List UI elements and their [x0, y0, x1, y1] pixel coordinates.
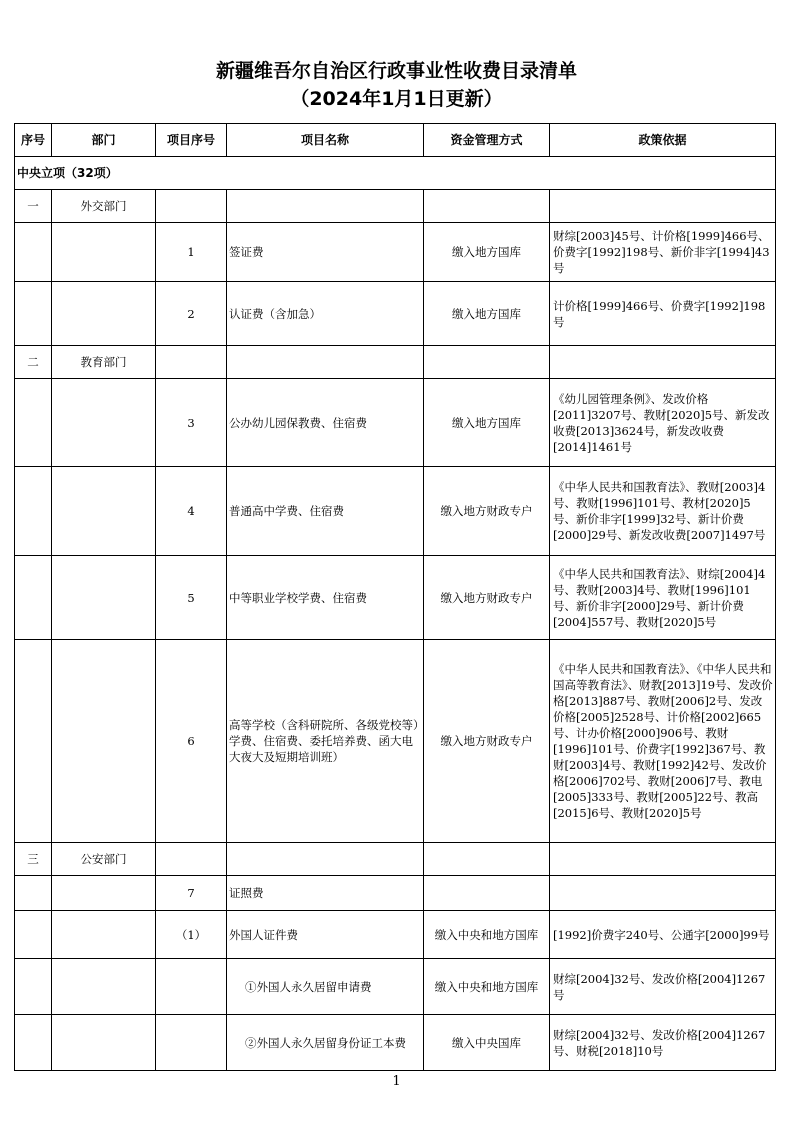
document-title: 新疆维吾尔自治区行政事业性收费目录清单 — [215, 60, 577, 82]
row-item-seq: （1） — [156, 911, 227, 959]
header-row — [15, 124, 776, 157]
row-item-seq: 1 — [156, 223, 227, 282]
row-item-name: 公办幼儿园保教费、住宿费 — [227, 379, 424, 467]
row-policy: 财综[2003]45号、计价格[1999]466号、价费字[1992]198号、新价非字[1994]43号 — [550, 223, 776, 282]
table-row — [15, 556, 776, 640]
table-row — [15, 379, 776, 467]
section-row — [15, 157, 776, 190]
table-row — [15, 467, 776, 556]
row-dept: 公安部门 — [52, 843, 156, 876]
row-policy: 《中华人民共和国教育法》、教财[2003]4号、教财[1996]101号、教材[2020]5号、新价非字[1999]32号、新计价费[2000]29号、新发改收费[2007]1497号 — [550, 467, 776, 556]
row-item-seq: 5 — [156, 556, 227, 640]
row-item-name: 签证费 — [227, 223, 424, 282]
header-policy-basis: 政策依据 — [550, 124, 776, 157]
document-subtitle: （2024年1月1日更新） — [290, 88, 503, 110]
row-item-name: 高等学校（含科研院所、各级党校等）学费、住宿费、委托培养费、函大电大夜大及短期培训班） — [227, 640, 424, 843]
table-row — [15, 223, 776, 282]
row-policy — [550, 876, 776, 911]
row-policy: 《中华人民共和国教育法》、财综[2004]4号、教财[2003]4号、教财[1996]101号、新价非字[2000]29号、新计价费[2004]557号、教财[2020]5号 — [550, 556, 776, 640]
row-policy: 财综[2004]32号、发改价格[2004]1267号 — [550, 959, 776, 1015]
fee-catalog-table — [14, 123, 776, 1071]
row-fund: 缴入地方财政专户 — [424, 640, 550, 843]
table-row — [15, 346, 776, 379]
row-item-seq: 2 — [156, 282, 227, 346]
row-seq: 三 — [15, 843, 52, 876]
row-fund: 缴入地方国库 — [424, 379, 550, 467]
table-row — [15, 959, 776, 1015]
section-central: 中央立项（32项） — [15, 157, 776, 190]
row-item-name: ①外国人永久居留申请费 — [227, 959, 424, 1015]
row-item-name: ②外国人永久居留身份证工本费 — [227, 1015, 424, 1071]
row-item-seq: 4 — [156, 467, 227, 556]
row-item-seq: 3 — [156, 379, 227, 467]
row-seq: 一 — [15, 190, 52, 223]
row-item-name: 认证费（含加急） — [227, 282, 424, 346]
table-row — [15, 876, 776, 911]
header-item-seq: 项目序号 — [156, 124, 227, 157]
row-fund: 缴入中央国库 — [424, 1015, 550, 1071]
row-policy: 计价格[1999]466号、价费字[1992]198号 — [550, 282, 776, 346]
row-seq: 二 — [15, 346, 52, 379]
row-fund: 缴入地方财政专户 — [424, 467, 550, 556]
row-fund: 缴入地方财政专户 — [424, 556, 550, 640]
row-item-name: 证照费 — [227, 876, 424, 911]
row-policy: 《中华人民共和国教育法》、《中华人民共和国高等教育法》、财教[2013]19号、发改价格[2013]887号、教财[2006]2号、发改价格[2005]2528号、计价格[2002]665号、计办价格[2000]906号、教财[1996]101号、价费字[1992]367号、教财[2003]4号、教财[1992]42号、发改价格[2006]702号、教财[2006]7号、教电[2005]333号、教财[2005]22号、教高[2015]6号、教财[2020]5号 — [550, 640, 776, 843]
row-policy: 财综[2004]32号、发改价格[2004]1267号、财税[2018]10号 — [550, 1015, 776, 1071]
row-item-seq: 6 — [156, 640, 227, 843]
row-item-name: 外国人证件费 — [227, 911, 424, 959]
table-row — [15, 843, 776, 876]
row-fund: 缴入中央和地方国库 — [424, 959, 550, 1015]
row-fund: 缴入地方国库 — [424, 223, 550, 282]
table-row — [15, 911, 776, 959]
row-dept: 教育部门 — [52, 346, 156, 379]
header-item-name: 项目名称 — [227, 124, 424, 157]
row-policy: 《幼儿园管理条例》、发改价格[2011]3207号、教财[2020]5号、新发改收费[2013]3624号，新发改收费[2014]1461号 — [550, 379, 776, 467]
row-dept: 外交部门 — [52, 190, 156, 223]
page-number: 1 — [392, 1074, 401, 1089]
table-row — [15, 282, 776, 346]
row-fund — [424, 876, 550, 911]
header-dept: 部门 — [52, 124, 156, 157]
header-seq: 序号 — [15, 124, 52, 157]
row-item-seq: 7 — [156, 876, 227, 911]
table-row — [15, 640, 776, 843]
row-item-seq — [156, 1015, 227, 1071]
row-fund: 缴入中央和地方国库 — [424, 911, 550, 959]
table-row — [15, 1015, 776, 1071]
table-row — [15, 190, 776, 223]
row-item-name: 中等职业学校学费、住宿费 — [227, 556, 424, 640]
row-item-seq — [156, 959, 227, 1015]
row-item-name: 普通高中学费、住宿费 — [227, 467, 424, 556]
header-fund-management: 资金管理方式 — [424, 124, 550, 157]
row-fund: 缴入地方国库 — [424, 282, 550, 346]
row-policy: [1992]价费字240号、公通字[2000]99号 — [550, 911, 776, 959]
